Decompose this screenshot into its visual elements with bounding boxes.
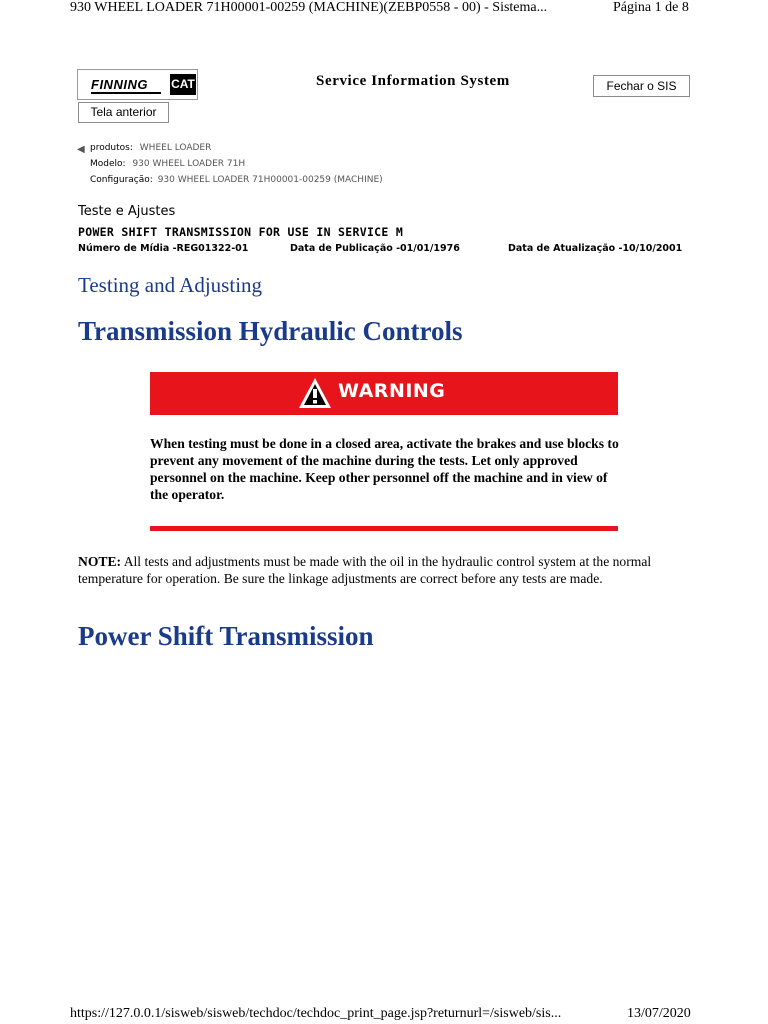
update-date: Data de Atualização -10/10/2001 [508,243,683,254]
logo-underline [91,92,161,94]
breadcrumb-config-value: 930 WHEEL LOADER 71H00001-00259 (MACHINE) [157,175,383,185]
print-footer-url: https://127.0.0.1/sisweb/sisweb/techdoc/techdoc_print_page.jsp?returnurl=/sisweb/sis... [70,1006,562,1021]
breadcrumb-products-label: produtos: [90,143,133,153]
warning-text: When testing must be done in a closed area, activate the brakes and use blocks to prevent any movement of the machine during the tests. Let only approved personnel on the machine. Keep other personnel off the machine and in view of the operator. [150,436,619,502]
document-subtitle: POWER SHIFT TRANSMISSION FOR USE IN SERVICE M [78,225,404,239]
heading-power-shift: Power Shift Transmission [78,621,374,651]
warning-label: WARNING [338,380,446,402]
heading-transmission-controls: Transmission Hydraulic Controls [78,316,463,346]
breadcrumb-products-value[interactable]: WHEEL LOADER [139,143,212,153]
breadcrumb-config-label: Configuração: [90,175,153,185]
close-sis-button[interactable]: Fechar o SIS [593,75,690,97]
print-footer-date: 13/07/2020 [627,1006,691,1021]
warning-triangle-icon [297,376,333,410]
back-arrow-icon[interactable]: ◀ [77,144,85,155]
publication-date: Data de Publicação -01/01/1976 [290,243,460,254]
print-header-page: Página 1 de 8 [613,0,689,15]
warning-divider [150,526,618,531]
breadcrumb-model-label: Modelo: [90,159,126,169]
media-number: Número de Mídia -REG01322-01 [78,243,249,254]
note-label: NOTE: [78,554,122,569]
note-text: All tests and adjustments must be made with the oil in the hydraulic control system at the normal temperature for operation. Be sure the linkage adjustments are correct before any tests are made. [78,554,652,586]
finning-cat-logo [77,69,198,100]
finning-logo-text: FINNING [91,77,148,92]
breadcrumb-model [90,159,245,169]
back-button[interactable]: Tela anterior [78,102,169,123]
note-paragraph [78,553,698,587]
heading-testing-adjusting: Testing and Adjusting [78,273,263,297]
sis-title: Service Information System [316,73,510,89]
breadcrumb-configuration [90,175,383,185]
breadcrumb-model-value[interactable]: 930 WHEEL LOADER 71H [132,159,246,169]
breadcrumb-products [90,143,211,153]
print-header-title: 930 WHEEL LOADER 71H00001-00259 (MACHINE)(ZEBP0558 - 00) - Sistema... [70,0,548,15]
document-category: Teste e Ajustes [78,204,176,219]
cat-logo: CAT [170,74,196,95]
